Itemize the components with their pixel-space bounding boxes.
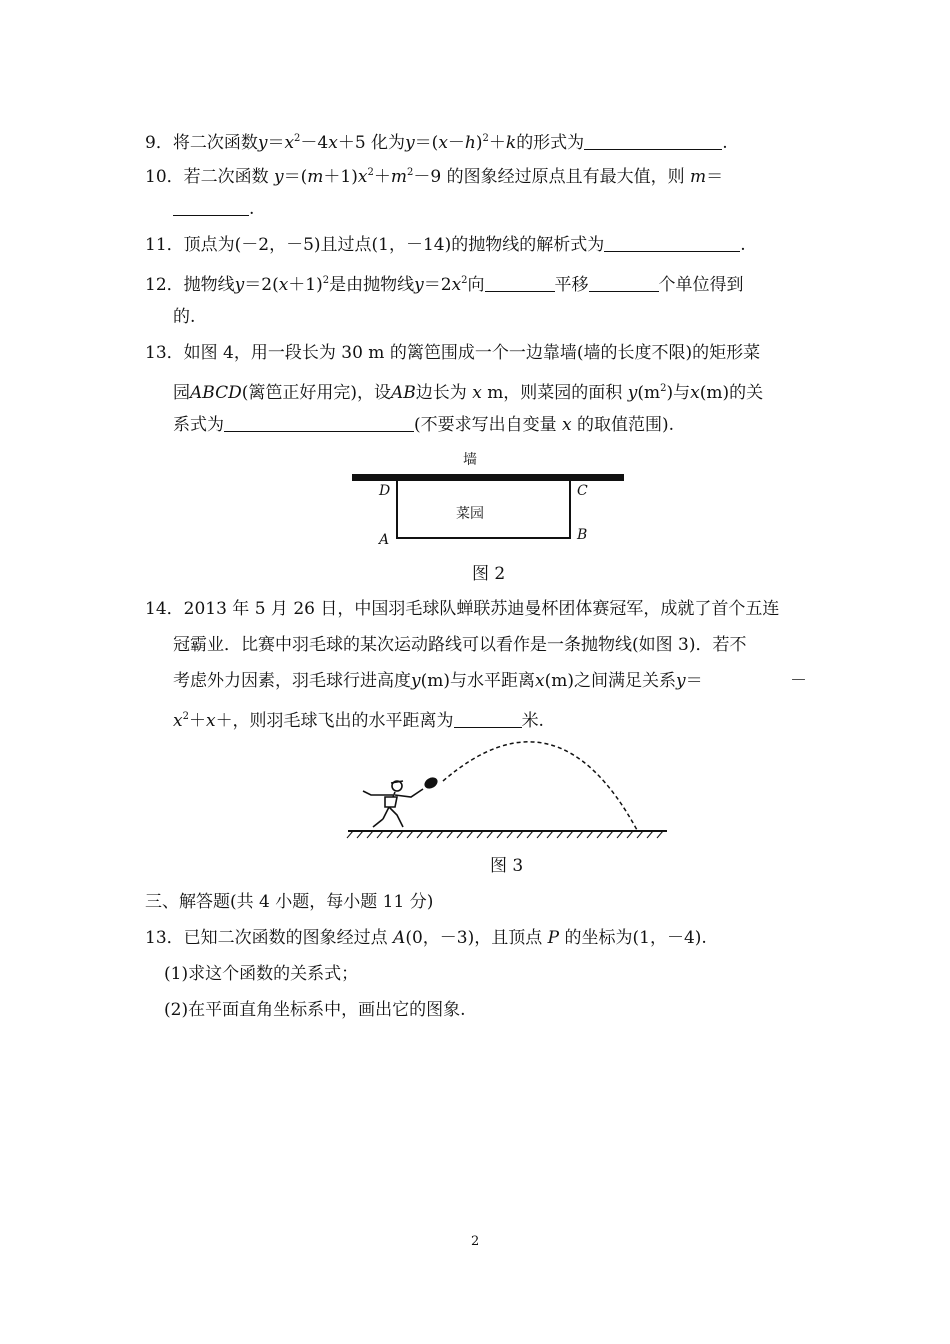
solve-question-13-part1: (1)求这个函数的关系式； xyxy=(164,964,359,984)
vertex-c-label: C xyxy=(577,483,588,499)
question-14-line2: 冠霸业．比赛中羽毛球的某次运动路线可以看作是一条抛物线(如图 3)．若不 xyxy=(173,635,747,655)
solve-question-13-part2: (2)在平面直角坐标系中，画出它的图象. xyxy=(164,1000,466,1020)
section-3-heading: 三、解答题(共 4 小题，每小题 11 分) xyxy=(145,892,434,912)
question-13-line1: 13．如图 4，用一段长为 30 m 的篱笆围成一个一边靠墙(墙的长度不限)的矩形菜 xyxy=(145,343,761,363)
vertex-a-label: A xyxy=(379,532,390,548)
question-14-line1: 14．2013 年 5 月 26 日，中国羽毛球队蝉联苏迪曼杯团体赛冠军，成就了首个五连 xyxy=(145,599,780,619)
figure-2-caption: 图 2 xyxy=(472,564,506,584)
answer-blank[interactable] xyxy=(224,416,414,432)
badminton-trajectory-figure xyxy=(345,735,675,845)
question-10-blank-line: . xyxy=(173,198,254,220)
answer-blank[interactable] xyxy=(173,200,249,216)
answer-blank[interactable] xyxy=(454,712,522,728)
question-12: 12．抛物线$y=2(x+1)^2$是由抛物线$y=2x^2$向 平移 个单位得到 xyxy=(145,275,744,295)
garden-label: 菜园 xyxy=(456,506,484,522)
answer-blank[interactable] xyxy=(584,134,722,150)
ground-hatching xyxy=(347,831,663,838)
answer-blank[interactable] xyxy=(485,276,555,292)
question-11: 11．顶点为(－2，－5)且过点(1，－14)的抛物线的解析式为 . xyxy=(145,235,746,255)
shuttlecock-trajectory xyxy=(443,742,637,830)
question-13-line2: 园ABCD(篱笆正好用完)，设AB边长为 x m，则菜园的面积 $y(m^2)$与x(m)的关 xyxy=(173,383,764,403)
question-9: 9．将二次函数$y=x^2-4x+5$ 化为$y=(x-h)^2+k$的形式为 . xyxy=(145,133,728,153)
solve-question-13: 13．已知二次函数的图象经过点 A(0，－3)，且顶点 P 的坐标为(1，－4). xyxy=(145,928,707,948)
question-14-line4: $x^2+x+$，则羽毛球飞出的水平距离为 米. xyxy=(173,711,544,731)
wall-label: 墙 xyxy=(463,452,477,468)
vertex-d-label: D xyxy=(379,483,391,499)
page-number: 2 xyxy=(471,1234,480,1249)
question-12-cont: 的. xyxy=(173,307,196,327)
racket-icon xyxy=(422,775,439,791)
answer-blank[interactable] xyxy=(589,276,659,292)
wall-bar xyxy=(352,474,624,481)
question-13-line3: 系式为 (不要求写出自变量 x 的取值范围). xyxy=(173,415,675,435)
answer-blank[interactable] xyxy=(604,236,740,252)
vertex-b-label: B xyxy=(577,527,588,543)
question-14-minus: － xyxy=(790,671,807,691)
figure-3-caption: 图 3 xyxy=(490,856,524,876)
question-10: 10．若二次函数 $y=(m+1)x^2+m^2-9$ 的图象经过原点且有最大值，则 m＝ xyxy=(145,167,724,187)
player-figure xyxy=(363,781,423,827)
question-14-line3: 考虑外力因素，羽毛球行进高度y(m)与水平距离x(m)之间满足关系y＝ xyxy=(173,671,703,691)
